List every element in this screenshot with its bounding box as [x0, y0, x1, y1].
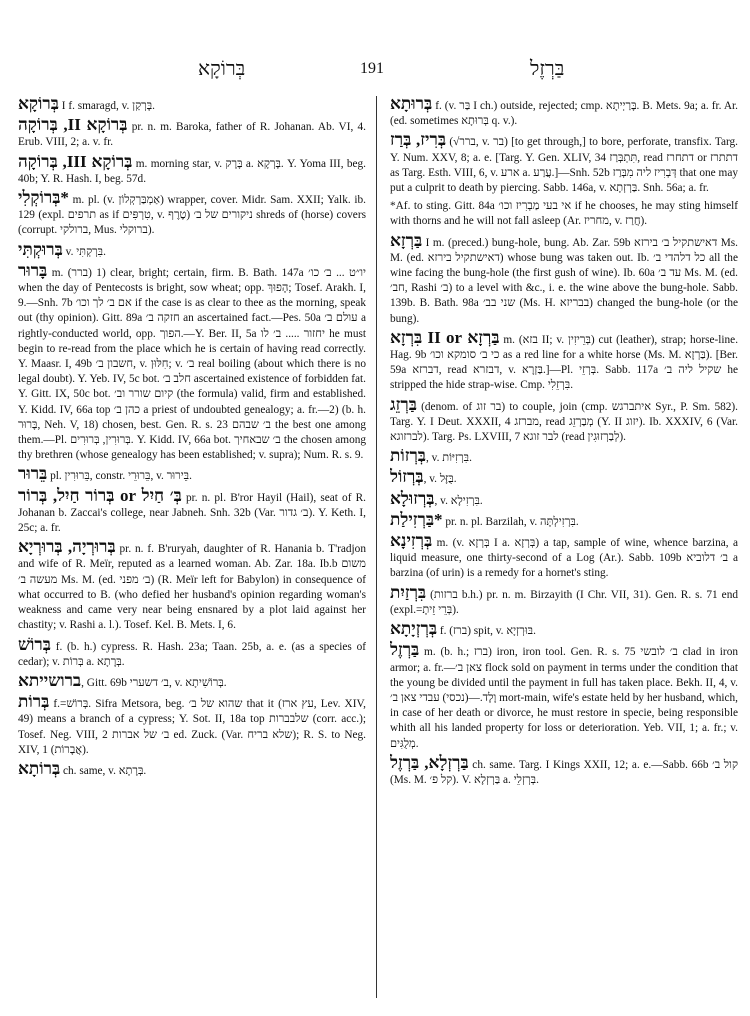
entry-definition: (√ברר, v. בר) [to get through,] to bore, perforate, transfix. Targ. Y. Num. XXV, 8; a. e. [Targ. Y. Gen. XLIV, 34 תִּתְבְּרַז, read דתחרז or דתתרז as Targ. Esth. VIII, 6, v. ארע a. עֲרַע.]—Snh. 52b דְּבְרִיז ליה מִבְּרַז that one may put a culprit to death by piercing. Sabb. 146a, v. בַּרְזְתָא. Snh. 56a; a. fr.	[390, 136, 738, 195]
entry-definition: m. (b. h.; ברז) iron, iron tool. Gen. R. s. 75 ב׳ לובשי clad in iron armor; a. fr.—צאן ב׳ flock sold on payment in terms under the condition that the young be divided until the payment in full has taken place. Bekh. II, 4, v. וָלָד.—(נכסי) עבדי צאן ב׳ mort-main, wife's estate held by her husband, which, in case of her death or divorce, he must restore in specie, being responsible whith all his landed property for loss or deterioration. Yeb. VII, 1; a. fr.; v. מְלֻגִּים.	[390, 646, 738, 750]
entry-definition: pr. n. f. B'ruryah, daughter of R. Hanania b. T'radjon and wife of R. Meïr, reputed as a learned woman. Ab. Zar. 18a. Ib.b משום מעשה ב׳ Ms. M. (ed. ב׳ מפני) (R. Meïr left for Babylon) in consequence of what occurred to B. (who defied her husband's opinion regarding woman's weakness and came very near being ensnared by a plot laid against her chastity; v. Rashi a. l.). Tosef. Kel. B. Mets. I, 6.	[18, 543, 366, 632]
entry-headword: בְּרִיז, בְּרַז	[390, 130, 447, 150]
dictionary-entry	[18, 239, 366, 260]
entry-headword: בֵּרוּר	[18, 464, 48, 484]
entry-definition: m. pl. (v. אַמְבַּרְקְלוֹן) wrapper, cover. Midr. Sam. XXII; Yalk. ib. 129 (expl. תרפים as if טִרְפִּים, v. טֶרֶף) ניקורים של ב׳ shreds of (horse) covers (corrupt. ברולקי, Mus. ברוקלי).	[18, 194, 366, 237]
entry-definition: m. (בזא II; v. בְּרֵיזִין) cut (leather), strap; horse-line. Hag. 9b כי ב׳ סומקא וכו׳ as a red line for a white horse (Ms. M. בַּרְזָא). [Ber. 59a דברזא, read דבזרא, v. בַּזְרָא.]—Pl. בְּרְזֵי. Sabb. 117a שקיל ליה ב׳ he stripped the hide strap-wise. Cmp. בִּרְזֵלִי.	[390, 333, 738, 392]
entry-definition: *Af. to sting. Gitt. 84a אי בעי מַבְרִיז וכו׳ if he chooses, he may sting himself with thorns and he will not fall asleep (Ar. מחריז, v. חֲרַז).	[390, 200, 738, 228]
entry-headword: בְּרוֹקָא II, בְּרוֹקָה	[18, 115, 128, 135]
entry-headword: בְּ׳ חַיִל or בְּרוֹר חַיִל, בְּרוֹר	[18, 485, 182, 505]
entry-definition: (denom. of בר זוג) to couple, join (cmp. איתברגש Syr., P. Sm. 582). Targ. Y. I Deut. XXXII, 4 מברזג, read מְבַרְזֵג (Y. II יזוג). Ib. XXXIV, 6 (Var. לברזוגא). Targ. Ps. LXVIII, 7 לבר זוגא (read לְבַרְזוּגִין).	[390, 400, 738, 444]
entry-definition: f.=בְּרוֹשׁ. Sifra Metsora, beg. שהוא של ב׳ that it (עץ ארז, Lev. XIV, 49) means a branch of a cypress; Y. Sot. II, 18a top שלבברות (corr. acc.); Tosef. Neg. VIII, 2 ב׳ של אברות ed. Zuck. (Var. שלא בריח); R. S. to Neg. XIV, 1 (אֲבָרוֹת).	[18, 698, 366, 756]
dictionary-entry	[18, 539, 366, 633]
left-column	[18, 96, 366, 1006]
entry-headword: *בַּרְזִילַת	[390, 509, 443, 529]
dictionary-entry	[18, 117, 366, 150]
entry-definition: ch. same, v. בְּרָתָא.	[60, 764, 147, 777]
entry-headword: בַּרְזֶל	[390, 640, 420, 660]
dictionary-entry	[390, 621, 738, 639]
dictionary-entry	[390, 533, 738, 582]
running-head-left: בְּרוֹקָא	[198, 58, 246, 80]
entry-definition: pr. n. m. Baroka, father of R. Johanan. Ab. VI, 4. Erub. VIII, 2; a. v. fr.	[18, 121, 366, 149]
dictionary-entry	[390, 469, 738, 487]
dictionary-entry	[390, 752, 738, 788]
dictionary-entry	[18, 670, 366, 691]
entry-headword: בְּרוּרְיָה, בְּרוּרְיָא	[18, 537, 116, 557]
entry-definition: (ברזות b.h.) pr. n. m. Birzayith (I Chr. VII, 31). Gen. R. s. 71 end (expl.=בְּרֵי זֵיתָ).	[390, 588, 738, 616]
entry-headword: בְּרְזוֹל	[390, 467, 424, 487]
entry-definition: , v. בֻּזָּל.	[423, 473, 457, 486]
entry-headword: בַּרְזֵג	[390, 394, 417, 414]
page-number: 191	[360, 60, 384, 77]
entry-definition: m. (v. בְּרְזָא I a. בְּרְזָא) a tap, sample of wine, whence barzina, a liquid measure, one thirty-second of a Log (Ar.). Sabb. 109b ב׳ דלוביא a barzina (of urin) is a remedy for a hornet's sting.	[390, 537, 738, 580]
entry-definition: m. (ברר) 1) clear, bright; certain, firm. B. Bath. 147a יו״ט ... ב׳ כו׳ when the day of Pentecosts is bright, sow wheat; opp. הָפוּךְ; Tosef. Arakh. I, 9.—Snh. 7b אם ב׳ לך וכו׳ if the case is as clear to thee as the morning, speak out (thy opinion). Gitt. 89a חזקה ב׳ an ascertained fact.—Pes. 50a עולם ב׳ a rightly-conducted world, opp. הפוך.—Y. Ber. II, 5a יחזור ..... ב׳ לו he must begin to re-read from the place which he is certain of having read correctly. Y. Maasr. I, 49b חשבון ב׳, v. חִלּוּן; v. ב׳ real boiling (about which there is no legal doubt). Y. Yeb. IV, 5c bot. חלב ב׳ ascertained existence of forbidden fat. Y. Gitt. IX, 50c bot. קיום שורר וב׳ (the formula) valid, firm and established. Y. Kidd. IV, 66a top כהן ב׳ a priest of undoubted genealogy; a. fr.—2) (b. h. בָּרוּר, Neh. V, 18) chosen, best. Gen. R. s. 23 ב׳ שבהם the best one among them.—Pl. בְּרוּרִין, בְּרוּרִים. Y. Kidd. IV, 66a bot. ב׳ שבאחיך the chosen among thy brethren (whose genealogy has been established; v. supra); Num. R. s. 9.	[18, 266, 366, 462]
entry-headword: בְּרְזוֹת	[390, 446, 427, 466]
entry-headword: בְּרוֹשׁ	[18, 634, 51, 654]
right-column	[390, 96, 738, 1006]
entry-definition: f. (ברז) spit, v. בּוּרְזְיָא.	[437, 625, 536, 638]
dictionary-entry	[390, 448, 738, 466]
entry-definition: f. (v. בַּר I ch.) outside, rejected; cmp. בָּרַיְיתָא. B. Mets. 9a; a. fr. Ar. (ed. sometimes בְּרוּתָא q. v.).	[390, 100, 738, 128]
entry-headword: בְּרְזְיָתָא	[390, 619, 438, 639]
dictionary-entry	[390, 96, 738, 129]
entry-headword: בְּרוֹקָא III, בְּרוֹקָה	[18, 151, 133, 171]
dictionary-entry	[390, 509, 738, 530]
entry-definition: pr. n. pl. Barzilah, v. בִּרְזִילְתָּה.	[442, 515, 579, 528]
dictionary-entry	[390, 199, 738, 229]
dictionary-entry	[390, 132, 738, 196]
entry-headword: בַּרְזָא	[390, 230, 423, 250]
entry-headword: ברושייתא	[18, 670, 82, 690]
entry-definition: I m. (preced.) bung-hole, bung. Ab. Zar. 59b דאישתקיל ב׳ בירזא Ms. M. (ed. דאישתקיל בירזא) whose bung was taken out. Ib. כל דלהדי ב׳ all the wine facing the bung-hole (the first gush of wine). Ib. 60a עד ב׳ Ms. M. (ed. חב׳, Rashi ב׳) to a level with &c., i. e. the wine above the bung-hole. Sabb. 139b. B. Bath. 98a שני בב׳ (Ms. H. בבריזא) changed the bung-hole (or the bung).	[390, 236, 738, 325]
dictionary-entry	[390, 394, 738, 446]
entry-definition: pr. n. pl. B'ror Hayil (Hail), seat of R. Johanan b. Zaccai's college, near Jabneh. Snh. 32b (Var. ב׳ גדור). Y. Keth. I, 25c; a. fr.	[18, 491, 366, 535]
entry-headword: בַּרְזְלָא, בַּרְזֶל	[390, 752, 469, 772]
page-header	[0, 58, 750, 82]
entry-definition: , v. בִּרְזִילָא.	[434, 494, 483, 507]
dictionary-entry	[390, 327, 738, 394]
entry-headword: בְּרוֹת	[18, 692, 50, 712]
dictionary-entry	[18, 634, 366, 670]
entry-headword: בְּרוּתָא	[390, 96, 433, 113]
entry-definition: I f. smaragd, v. בָּרְקַן.	[58, 100, 155, 112]
dictionary-entry	[18, 758, 366, 779]
entry-definition: pl. בֵּרוּרִין, constr. בֵּרוּרֵי, v. בֵּירוּר.	[47, 470, 192, 483]
column-divider	[376, 96, 377, 998]
entry-headword: *בְּרוֹקְלִי	[18, 188, 69, 208]
dictionary-entry	[390, 642, 738, 751]
entry-definition: ch. same. Targ. I Kings XXII, 12; a. e.—Sabb. 66b קול ב׳ (Ms. M. קל פ׳). V. בַּרְזְלָא a. בְּרְזְלֵי.	[390, 758, 738, 786]
dictionary-entry	[18, 190, 366, 239]
entry-headword: בְּרוֹקָא	[18, 96, 59, 113]
entry-definition: m. morning star, v. בָּרָק a. בָּרְקָא. Y. Yoma III, beg. 40b; Y. R. Hash. I, beg. 57d.	[18, 157, 366, 185]
dictionary-entry	[18, 260, 366, 464]
entry-headword: בְּרוּקְתִּי	[18, 239, 63, 259]
entry-headword: בְּרְזִינָא	[390, 531, 433, 551]
entry-headword: בְּרוֹתָא	[18, 758, 61, 778]
entry-headword: בָּרוּר	[18, 260, 48, 280]
dictionary-entry	[18, 151, 366, 187]
entry-definition: f. (b. h.) cypress. R. Hash. 23a; Taan. 25b, a. e. (as a species of cedar); v. בְּרוֹת a. בְּרָתָא.	[18, 640, 366, 668]
dictionary-entry	[390, 582, 738, 618]
entry-headword: בְּרְזוּלָא	[390, 488, 435, 508]
entry-headword: בִּרְזַיִת	[390, 582, 427, 602]
dictionary-entry	[18, 466, 366, 484]
dictionary-entry	[18, 96, 366, 114]
entry-definition: v. בִּרְקְתִּי.	[62, 245, 106, 258]
entry-definition: , Gitt. 69b ב׳ דשערי, v. בְּרוֹשִׁיתָא.	[81, 676, 227, 689]
dictionary-entry	[18, 485, 366, 537]
running-head-right: בַּרְזֶל	[530, 58, 565, 80]
entry-definition: , v. בִּרְזִיּוֹת.	[426, 452, 472, 465]
dictionary-entry	[18, 694, 366, 758]
entry-headword: בַּרְזָא II or בִּרְזָא	[390, 327, 500, 347]
dictionary-entry	[390, 488, 738, 509]
dictionary-entry	[390, 230, 738, 327]
